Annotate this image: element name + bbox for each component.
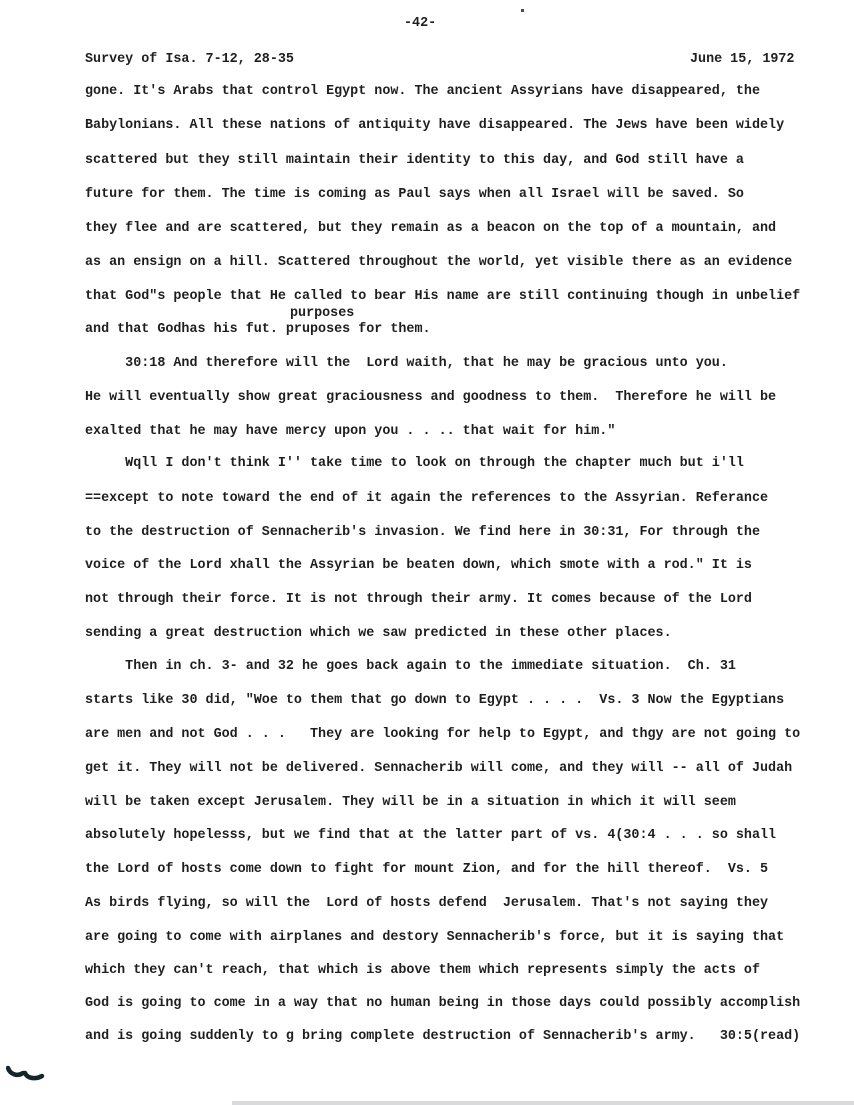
typed-line: they flee and are scattered, but they remain as a beacon on the top of a mountain, and [85,221,777,236]
ink-speck [521,9,524,12]
typed-line: purposes [290,306,355,321]
typed-line: that God"s people that He called to bear His name are still continuing though in unbelief [85,289,801,304]
typed-line: are going to come with airplanes and destory Sennacherib's force, but it is saying that [85,930,785,945]
page-number: -42- [404,16,437,31]
typed-line: sending a great destruction which we saw predicted in these other places. [85,626,672,641]
scan-edge-shadow [232,1101,854,1105]
typed-line: get it. They will not be delivered. Sennacherib will come, and they will -- all of Judah [85,761,793,776]
typed-line: scattered but they still maintain their identity to this day, and God still have a [85,153,744,168]
typed-line: are men and not God . . . They are looking for help to Egypt, and thgy are not going to [85,727,801,742]
typed-line: which they can't reach, that which is above them which represents simply the acts of [85,963,760,978]
typed-line: As birds flying, so will the Lord of hosts defend Jerusalem. That's not saying they [85,896,769,911]
handwritten-squiggle-mark [6,1064,50,1084]
typed-line: starts like 30 did, "Woe to them that go down to Egypt . . . . Vs. 3 Now the Egyptians [85,693,785,708]
typed-line: Then in ch. 3- and 32 he goes back again to the immediate situation. Ch. 31 [85,659,736,674]
typed-line: absolutely hopelesss, but we find that at the latter part of vs. 4(30:4 . . . so shall [85,828,777,843]
typed-line: as an ensign on a hill. Scattered throughout the world, yet visible there as an evidence [85,255,793,270]
typed-line: will be taken except Jerusalem. They will be in a situation in which it will seem [85,795,736,810]
typed-line: God is going to come in a way that no human being in those days could possibly accomplish [85,996,801,1011]
typed-line: exalted that he may have mercy upon you . . .. that wait for him." [85,424,616,439]
typed-line: not through their force. It is not through their army. It comes because of the Lord [85,592,752,607]
typed-line: He will eventually show great graciousness and goodness to them. Therefore he will be [85,390,777,405]
typed-line: ==except to note toward the end of it again the references to the Assyrian. Referance [85,491,769,506]
typed-line: gone. It's Arabs that control Egypt now. The ancient Assyrians have disappeared, the [85,84,760,99]
header-date: June 15, 1972 [690,52,795,67]
typed-line: 30:18 And therefore will the Lord waith, that he may be gracious unto you. [85,356,728,371]
typed-line: to the destruction of Sennacherib's invasion. We find here in 30:31, For through the [85,525,760,540]
typed-line: Wqll I don't think I'' take time to look on through the chapter much but i'll [85,456,744,471]
typed-line: and is going suddenly to g bring complete destruction of Sennacherib's army. 30:5(read) [85,1029,801,1044]
header-title: Survey of Isa. 7-12, 28-35 [85,52,294,67]
typed-line: and that Godhas his fut. pruposes for them. [85,322,431,337]
typed-line: the Lord of hosts come down to fight for mount Zion, and for the hill thereof. Vs. 5 [85,862,769,877]
typed-line: future for them. The time is coming as Paul says when all Israel will be saved. So [85,187,744,202]
typed-line: Babylonians. All these nations of antiquity have disappeared. The Jews have been widely [85,118,785,133]
typed-line: voice of the Lord xhall the Assyrian be beaten down, which smote with a rod." It is [85,558,752,573]
